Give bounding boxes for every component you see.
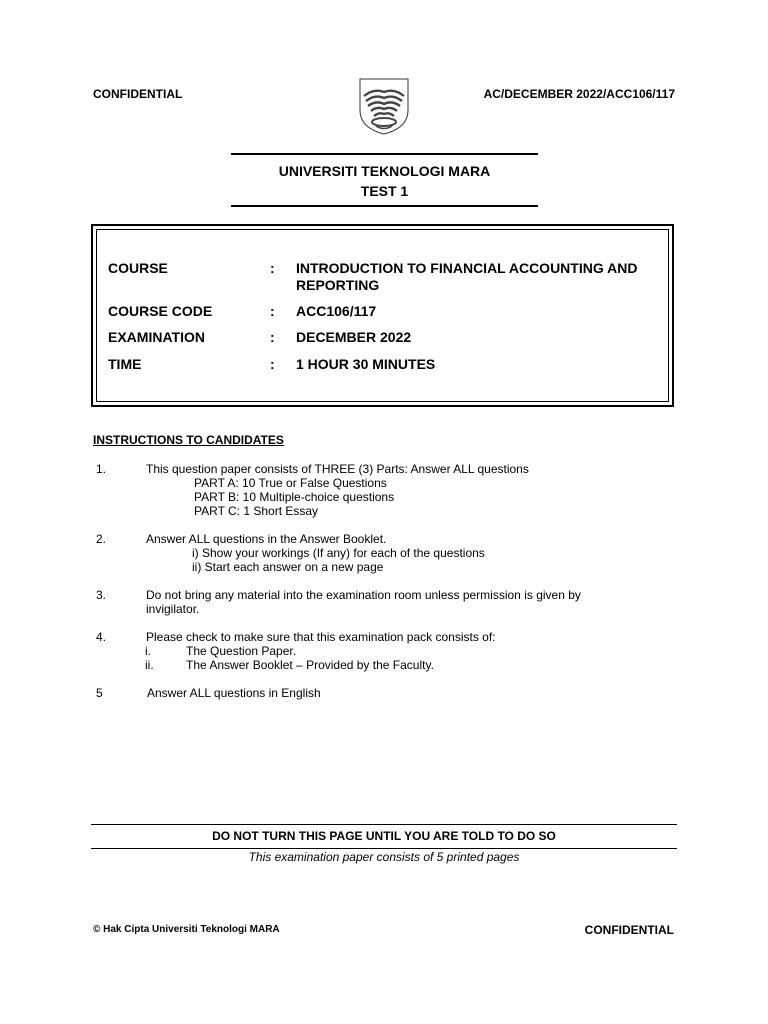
examination-colon: : [270,329,275,345]
instruction-2-text: Answer ALL questions in the Answer Booklet. [146,532,387,546]
instruction-1-text: This question paper consists of THREE (3) Parts: Answer ALL questions [146,462,529,476]
title-top-rule [231,153,538,155]
examination-label: EXAMINATION [108,329,205,345]
instruction-2-sub-i: i) Show your workings (If any) for each of the questions [192,546,485,560]
course-colon: : [270,260,275,276]
instruction-5-number: 5 [96,686,103,700]
instruction-3-line-2: invigilator. [146,602,200,616]
instruction-1-part-b: PART B: 10 Multiple-choice questions [194,490,395,504]
course-code-colon: : [270,303,275,319]
footer-bottom-rule [91,848,677,849]
instruction-3-number: 3. [96,588,107,602]
instruction-3-line-1: Do not bring any material into the examination room unless permission is given by [146,588,581,602]
examination-value: DECEMBER 2022 [296,329,412,345]
header-reference-code: AC/DECEMBER 2022/ACC106/117 [483,87,675,101]
instruction-4-item-ii-text: The Answer Booklet – Provided by the Faculty. [186,658,434,672]
instruction-1-part-c: PART C: 1 Short Essay [194,504,319,518]
time-colon: : [270,356,275,372]
instruction-5-text: Answer ALL questions in English [147,686,321,700]
test-title: TEST 1 [360,183,409,199]
copyright-notice: © Hak Cipta Universiti Teknologi MARA [93,924,280,935]
instruction-2-sub-ii: ii) Start each answer on a new page [192,560,384,574]
course-code-label: COURSE CODE [108,303,213,319]
instructions-heading: INSTRUCTIONS TO CANDIDATES [93,433,284,447]
header-confidential: CONFIDENTIAL [93,87,183,101]
title-bottom-rule [231,205,538,207]
instruction-4-item-i-roman: i. [145,644,151,658]
course-value: INTRODUCTION TO FINANCIAL ACCOUNTING AND REPORTING [296,260,638,293]
instruction-4-number: 4. [96,630,107,644]
footer-confidential: CONFIDENTIAL [584,923,674,937]
do-not-turn-warning: DO NOT TURN THIS PAGE UNTIL YOU ARE TOLD TO DO SO [212,829,556,843]
instruction-4-text: Please check to make sure that this examination pack consists of: [146,630,496,644]
instruction-4-item-i-text: The Question Paper. [186,644,297,658]
instruction-2-number: 2. [96,532,107,546]
course-label: COURSE [108,260,168,276]
time-value: 1 HOUR 30 MINUTES [296,356,436,372]
instruction-1-part-a: PART A: 10 True or False Questions [194,476,387,490]
time-label: TIME [108,356,142,372]
university-name: UNIVERSITI TEKNOLOGI MARA [278,163,491,179]
course-code-value: ACC106/117 [296,303,377,319]
printed-pages-note: This examination paper consists of 5 printed pages [248,850,520,864]
instruction-1-number: 1. [96,462,107,476]
instruction-4-item-ii-roman: ii. [145,658,154,672]
footer-top-rule [91,824,677,825]
uitm-crest-icon [356,76,412,136]
